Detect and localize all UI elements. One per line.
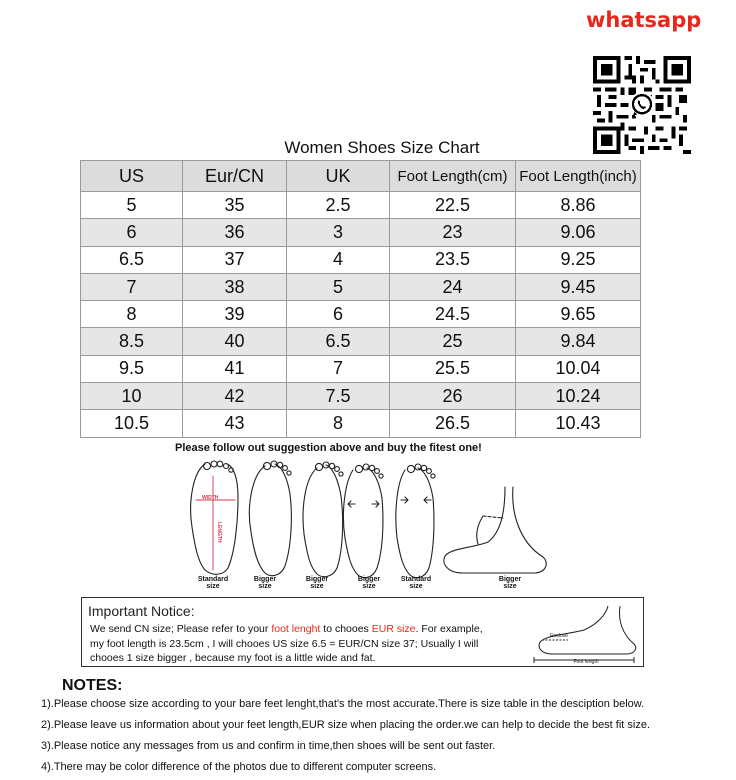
foot-bigger-4 — [343, 464, 383, 578]
table-row — [81, 192, 641, 219]
table-cell: 8.5 — [81, 328, 183, 355]
table-cell: 7.5 — [287, 383, 390, 410]
notice-text-segment: to chooes — [320, 623, 372, 635]
column-header: Foot Length(cm) — [390, 161, 516, 192]
foot-length-label: Foot length — [573, 659, 599, 664]
table-cell: 10.5 — [81, 410, 183, 437]
table-cell: 2.5 — [287, 192, 390, 219]
foot-label: Bigger — [253, 576, 277, 583]
table-cell: 3 — [287, 219, 390, 246]
foot-labels — [198, 576, 522, 590]
table-cell: 10.24 — [516, 383, 641, 410]
column-header: Foot Length(inch) — [516, 161, 641, 192]
table-cell: 37 — [183, 246, 287, 273]
table-cell: 5 — [287, 273, 390, 300]
column-header: UK — [287, 161, 390, 192]
notice-text-segment: . For example, — [415, 623, 483, 635]
foot-label: Bigger — [498, 576, 522, 583]
table-cell: 9.65 — [516, 301, 641, 328]
table-row — [81, 383, 641, 410]
table-cell: 43 — [183, 410, 287, 437]
foot-bigger-3 — [303, 462, 343, 577]
enclose-label: Enclose — [550, 633, 568, 639]
table-cell: 26 — [390, 383, 516, 410]
notice-line-1 — [90, 622, 515, 637]
length-marker-label: LENGTH — [216, 522, 222, 543]
foot-label: size — [362, 583, 376, 590]
foot-label: size — [503, 583, 517, 590]
table-cell: 8 — [81, 301, 183, 328]
foot-label: Bigger — [305, 576, 329, 583]
table-cell: 9.45 — [516, 273, 641, 300]
suggestion-text: Please follow out suggestion above and buy the fitest one! — [175, 442, 482, 454]
table-cell: 10.43 — [516, 410, 641, 437]
table-cell: 41 — [183, 355, 287, 382]
whatsapp-label[interactable]: whatsapp — [586, 8, 702, 32]
table-cell: 9.25 — [516, 246, 641, 273]
size-table — [80, 160, 641, 438]
table-cell: 9.5 — [81, 355, 183, 382]
notice-text — [90, 622, 515, 666]
width-marker-label: WIDTH — [202, 495, 219, 501]
table-row — [81, 246, 641, 273]
foot-standard-1 — [191, 461, 238, 574]
table-cell: 7 — [81, 273, 183, 300]
table-cell: 38 — [183, 273, 287, 300]
column-header: US — [81, 161, 183, 192]
column-header: Eur/CN — [183, 161, 287, 192]
notes-title: NOTES: — [62, 677, 123, 694]
table-cell: 22.5 — [390, 192, 516, 219]
table-row — [81, 410, 641, 437]
table-cell: 4 — [287, 246, 390, 273]
foot-measure-illustration — [522, 602, 640, 664]
table-cell: 10.04 — [516, 355, 641, 382]
highlight-eur-size: EUR size — [371, 623, 416, 635]
foot-label: size — [409, 583, 423, 590]
table-cell: 25.5 — [390, 355, 516, 382]
feet-fit-illustration — [183, 452, 558, 597]
table-header-row — [81, 161, 641, 192]
table-cell: 9.84 — [516, 328, 641, 355]
table-cell: 6.5 — [287, 328, 390, 355]
table-cell: 10 — [81, 383, 183, 410]
foot-standard-5 — [396, 464, 435, 578]
whatsapp-icon — [629, 92, 655, 118]
important-notice-box — [81, 597, 644, 667]
foot-bigger-2 — [249, 461, 291, 576]
chart-title: Women Shoes Size Chart — [284, 138, 480, 157]
table-cell: 40 — [183, 328, 287, 355]
table-cell: 6 — [287, 301, 390, 328]
note-item: 2).Please leave us information about your feet length,EUR size when placing the order.we can help to decide the best fit size. — [41, 719, 651, 731]
table-row — [81, 328, 641, 355]
table-cell: 24 — [390, 273, 516, 300]
table-cell: 23 — [390, 219, 516, 246]
table-cell: 23.5 — [390, 246, 516, 273]
table-cell: 36 — [183, 219, 287, 246]
table-row — [81, 355, 641, 382]
table-cell: 26.5 — [390, 410, 516, 437]
foot-label: size — [206, 583, 220, 590]
table-cell: 8.86 — [516, 192, 641, 219]
foot-label: Bigger — [357, 576, 381, 583]
foot-label: Standard — [400, 576, 432, 583]
table-row — [81, 273, 641, 300]
table-row — [81, 219, 641, 246]
table-cell: 42 — [183, 383, 287, 410]
notice-text-segment: We send CN size; Please refer to your — [90, 623, 272, 635]
notice-title: Important Notice: — [88, 603, 195, 619]
foot-label: size — [258, 583, 272, 590]
foot-side-view-6 — [444, 487, 546, 573]
table-cell: 8 — [287, 410, 390, 437]
note-item: 3).Please notice any messages from us and confirm in time,then shoes will be sent out faster. — [41, 740, 496, 752]
table-row — [81, 301, 641, 328]
notice-line-3: chooes 1 size bigger , because my foot is a little wide and fat. — [90, 652, 376, 664]
table-cell: 6.5 — [81, 246, 183, 273]
table-cell: 5 — [81, 192, 183, 219]
note-item: 1).Please choose size according to your bare feet lenght,that's the most accurate.There is size table in the desciption below. — [41, 698, 645, 710]
note-item: 4).There may be color difference of the photos due to different computer screens. — [41, 761, 437, 773]
table-cell: 7 — [287, 355, 390, 382]
table-cell: 24.5 — [390, 301, 516, 328]
table-cell: 39 — [183, 301, 287, 328]
table-cell: 25 — [390, 328, 516, 355]
notice-line-2: my foot length is 23.5cm , I will chooes US size 6.5 = EUR/CN size 37; Usually I will — [90, 637, 479, 650]
foot-label: Standard — [197, 576, 229, 583]
table-cell: 9.06 — [516, 219, 641, 246]
table-cell: 35 — [183, 192, 287, 219]
table-cell: 6 — [81, 219, 183, 246]
highlight-foot-length: foot lenght — [271, 623, 321, 635]
foot-label: size — [310, 583, 324, 590]
